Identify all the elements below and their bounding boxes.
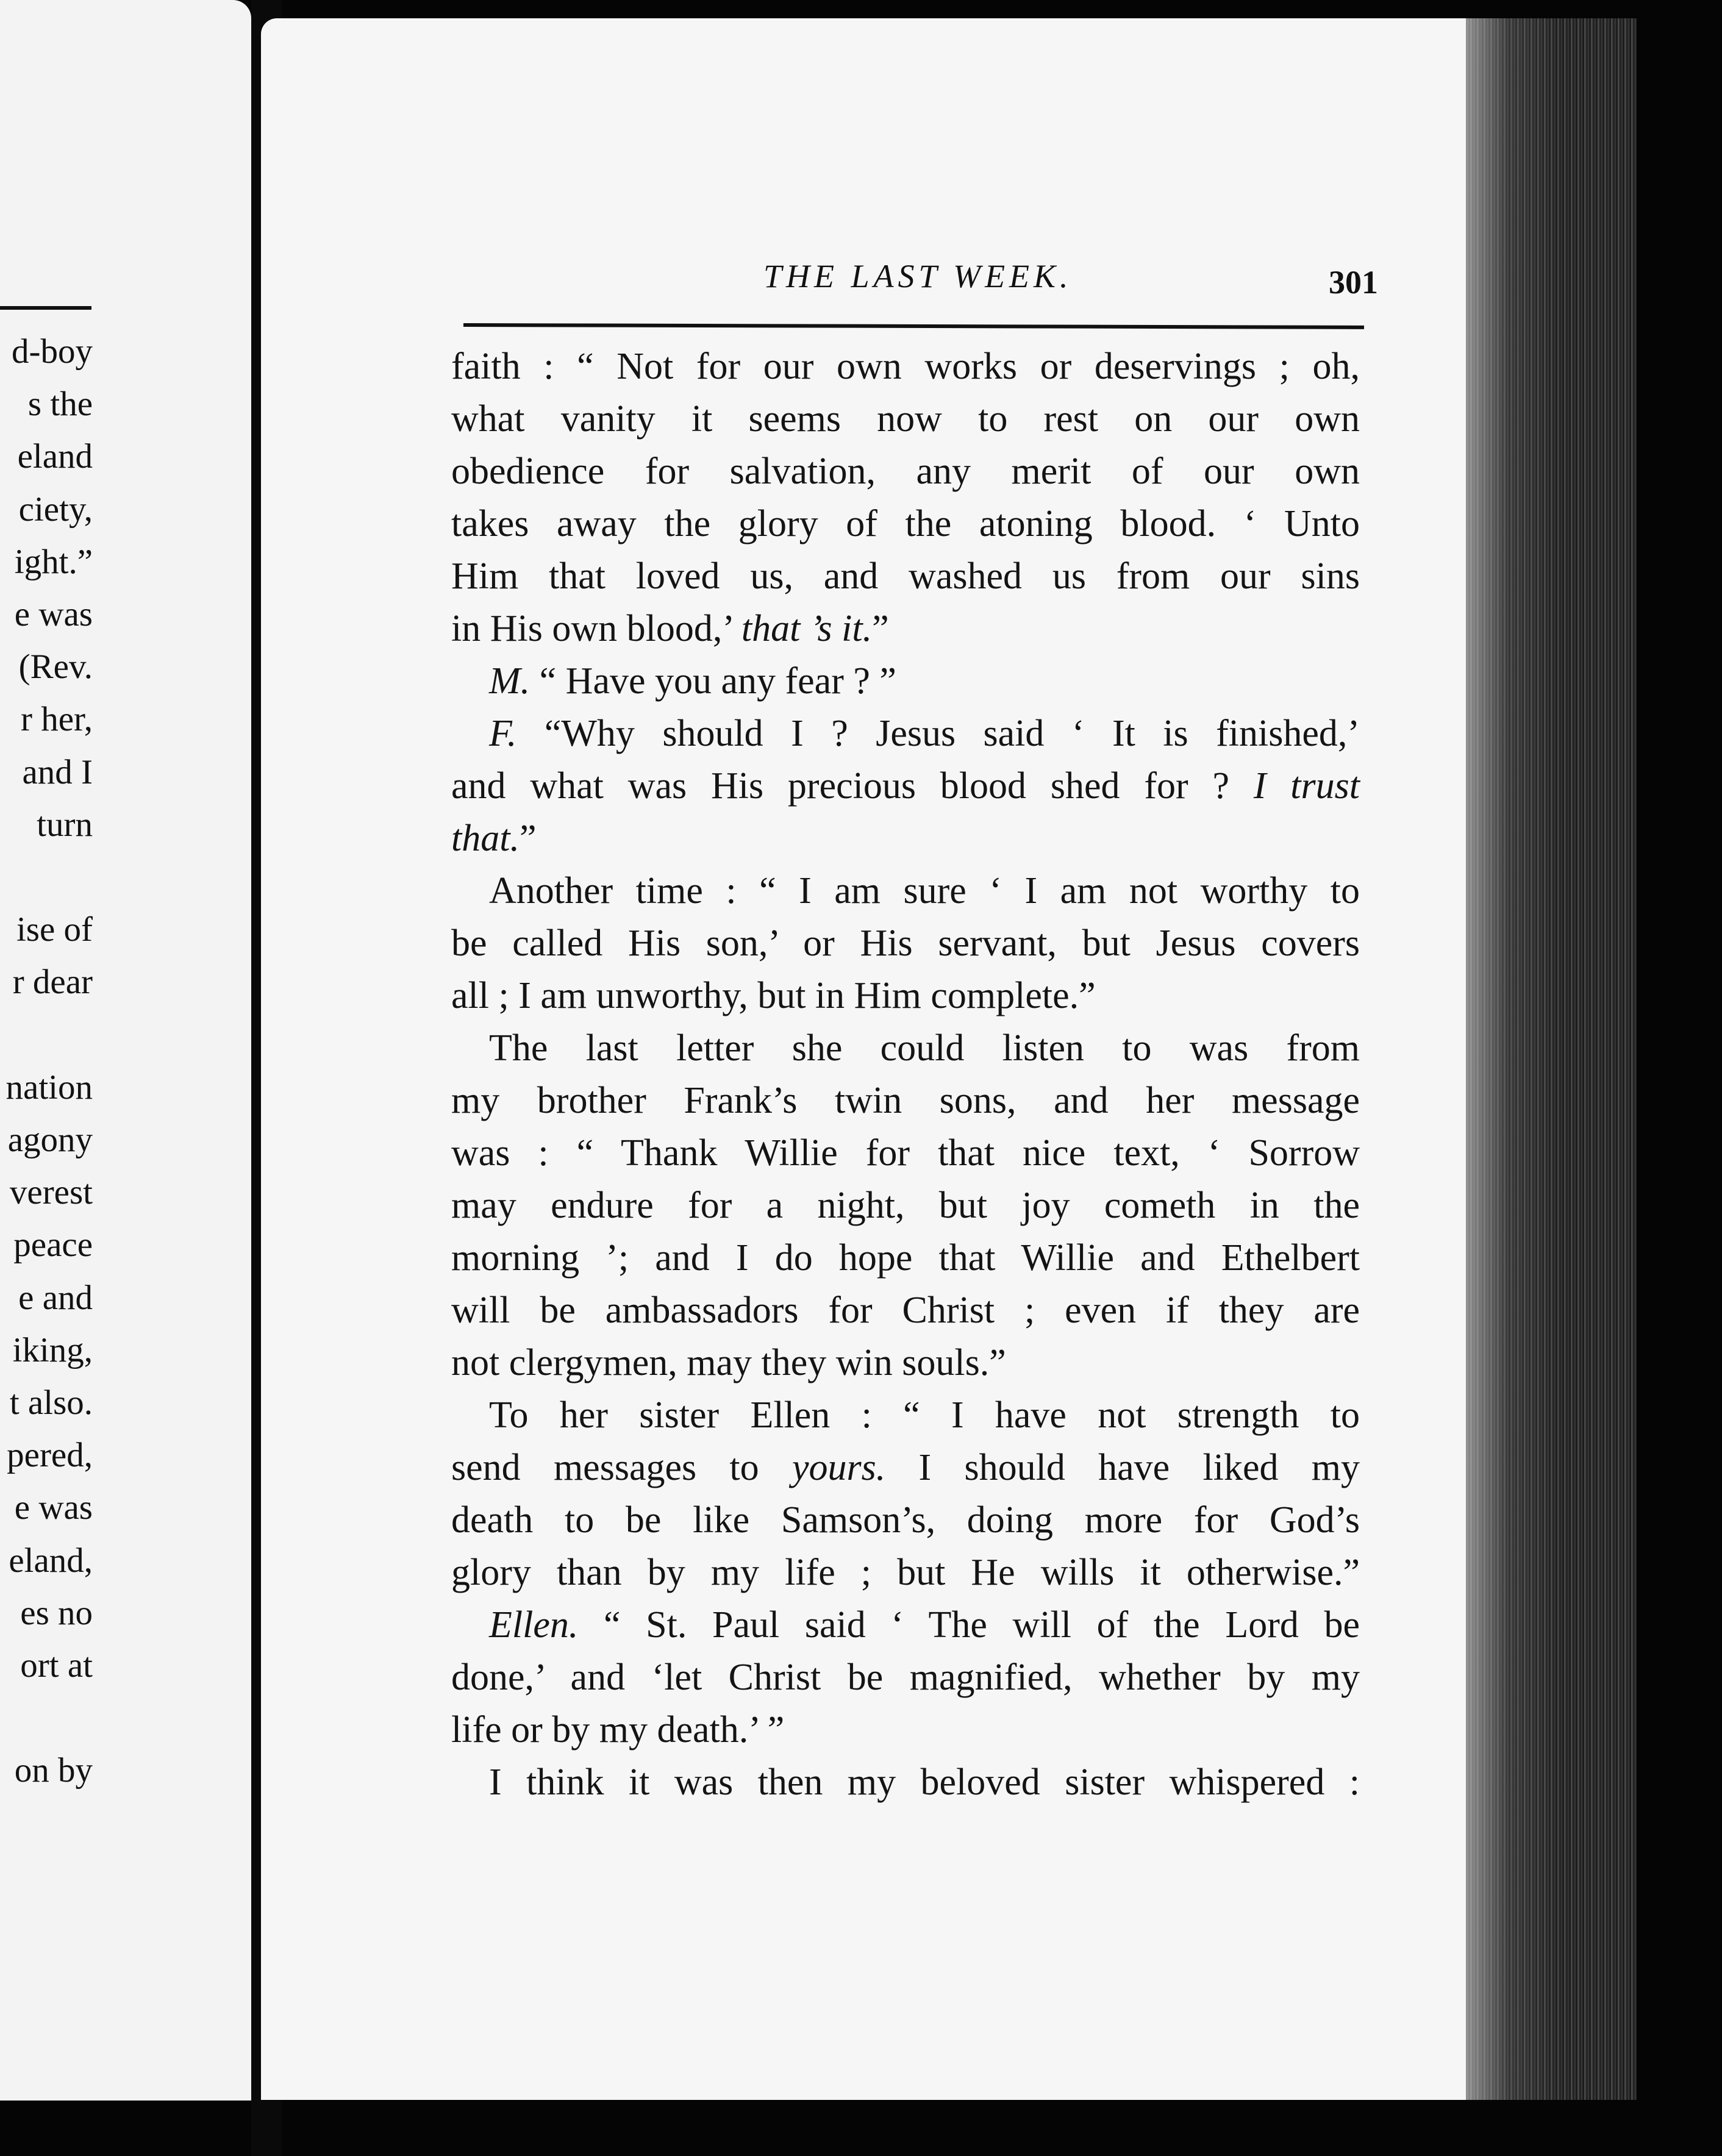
left-page-line: agony — [7, 1121, 93, 1159]
text-line — [451, 340, 1360, 393]
italic-run: that. — [451, 818, 520, 859]
text-line — [451, 1127, 1360, 1179]
text-line — [451, 1074, 1360, 1127]
text-line — [451, 445, 1360, 498]
text-run: takes away the glory of the atoning blood. ‘ Unto — [451, 503, 1360, 544]
left-page-line: (Rev. — [18, 648, 93, 687]
text-run: I should have liked my — [885, 1447, 1360, 1488]
text-run: obedience for salvation, any merit of our own — [451, 451, 1360, 492]
text-line — [451, 1546, 1360, 1599]
text-run: send messages to — [451, 1447, 792, 1488]
text-run: “Why should I ? Jesus said ‘ It is finished,’ — [516, 713, 1360, 754]
text-line — [451, 969, 1360, 1022]
italic-run: F. — [489, 713, 517, 754]
text-run: To her sister Ellen : “ I have not strength to — [489, 1394, 1360, 1436]
text-run: “ St. Paul said ‘ The will of the Lord be — [578, 1604, 1360, 1646]
text-run: The last letter she could listen to was from — [489, 1027, 1360, 1069]
text-line — [451, 602, 1360, 655]
text-line — [451, 1599, 1360, 1651]
text-line — [451, 865, 1360, 917]
left-page-rule — [0, 306, 91, 310]
left-page-line: turn — [37, 805, 93, 844]
text-run: “ Have you any fear ? ” — [530, 660, 896, 702]
left-page-line: pered, — [7, 1436, 93, 1475]
text-line — [451, 1284, 1360, 1337]
text-line — [451, 707, 1360, 760]
left-page-line: e was — [14, 595, 93, 634]
left-page-line: ise of — [16, 910, 93, 949]
text-line — [451, 1022, 1360, 1074]
body-text — [451, 340, 1360, 1808]
text-run: done,’ and ‘let Christ be magnified, whether by my — [451, 1657, 1360, 1698]
left-page-line: t also. — [9, 1383, 93, 1422]
italic-run: that ’s it. — [741, 608, 873, 649]
italic-run: Ellen. — [489, 1604, 579, 1646]
text-run: what vanity it seems now to rest on our own — [451, 398, 1360, 440]
left-page-line: es no — [20, 1593, 93, 1632]
text-run: in His own blood,’ — [451, 608, 741, 649]
text-run: Him that loved us, and washed us from our sins — [451, 555, 1360, 597]
text-run: was : “ Thank Willie for that nice text, ‘ Sorrow — [451, 1132, 1360, 1174]
text-line — [451, 917, 1360, 969]
text-line — [451, 1441, 1360, 1494]
text-line — [451, 655, 1360, 707]
left-page-line: d-boy — [12, 332, 93, 371]
left-page-line: e and — [18, 1278, 93, 1317]
page-number: 301 — [1329, 264, 1378, 301]
text-run: Another time : “ I am sure ‘ I am not worthy to — [489, 870, 1360, 912]
running-head — [463, 250, 1378, 305]
left-page-fragment — [0, 0, 251, 2101]
left-page-line: iking, — [12, 1330, 93, 1369]
left-page-line: on by — [14, 1751, 93, 1790]
text-line — [451, 498, 1360, 550]
left-page-line: e was — [14, 1488, 93, 1527]
left-page-line: eland — [17, 437, 93, 476]
text-run: all ; I am unworthy, but in Him complete.” — [451, 975, 1096, 1016]
text-run: may endure for a night, but joy cometh in the — [451, 1185, 1360, 1226]
text-line — [451, 1704, 1360, 1756]
left-page-line: and I — [22, 752, 93, 791]
left-page-line: r dear — [12, 963, 93, 1002]
left-page-line: ight.” — [14, 542, 93, 581]
text-run: ” — [519, 818, 537, 859]
italic-run: yours. — [791, 1447, 886, 1488]
text-line — [451, 1756, 1360, 1808]
text-run: be called His son,’ or His servant, but Jesus covers — [451, 923, 1360, 964]
left-page-line: nation — [5, 1068, 93, 1107]
text-line — [451, 1232, 1360, 1284]
text-run: not clergymen, may they win souls.” — [451, 1342, 1006, 1383]
left-page-line: eland, — [9, 1541, 93, 1580]
text-run: glory than by my life ; but He wills it otherwise.” — [451, 1552, 1360, 1593]
text-run: will be ambassadors for Christ ; even if they are — [451, 1290, 1360, 1331]
text-run: faith : “ Not for our own works or deservings ; oh, — [451, 346, 1360, 387]
text-line — [451, 1494, 1360, 1546]
text-run: ” — [872, 608, 889, 649]
left-page-line: ciety, — [18, 490, 93, 529]
text-run: morning ’; and I do hope that Willie and Ethelbert — [451, 1237, 1360, 1279]
italic-run: I trust — [1253, 765, 1360, 807]
text-run: life or by my death.’ ” — [451, 1709, 785, 1751]
italic-run: M. — [489, 660, 531, 702]
text-run: my brother Frank’s twin sons, and her message — [451, 1080, 1360, 1121]
text-line — [451, 1179, 1360, 1232]
text-run: and what was His precious blood shed for ? — [451, 765, 1254, 807]
text-line — [451, 1389, 1360, 1441]
text-run: I think it was then my beloved sister whispered : — [489, 1762, 1360, 1803]
text-line — [451, 812, 1360, 865]
text-line — [451, 760, 1360, 812]
text-run: death to be like Samson’s, doing more for God’s — [451, 1499, 1360, 1541]
text-line — [451, 393, 1360, 445]
left-page-line: ort at — [20, 1646, 93, 1685]
left-page-line: peace — [13, 1226, 93, 1265]
left-page-line: s the — [27, 385, 93, 424]
left-page-line: r her, — [21, 700, 93, 739]
running-title: THE LAST WEEK. — [763, 258, 1073, 294]
text-line — [451, 550, 1360, 602]
page-edges-shade — [1466, 18, 1637, 2100]
text-line — [451, 1337, 1360, 1389]
left-page-line: verest — [9, 1173, 93, 1212]
text-line — [451, 1651, 1360, 1704]
